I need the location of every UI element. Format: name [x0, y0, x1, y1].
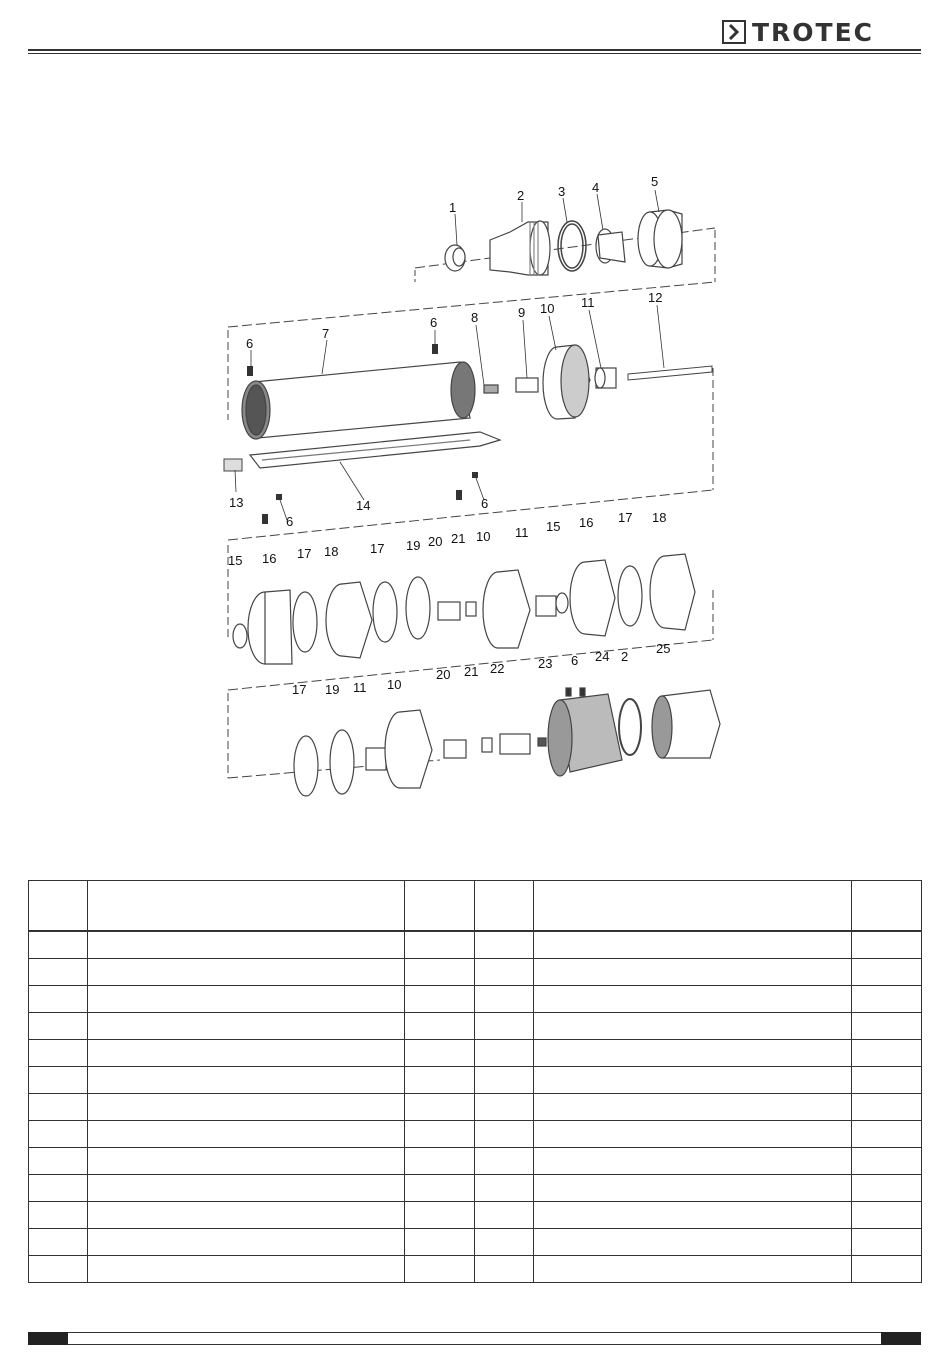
table-cell — [405, 986, 475, 1013]
callout-19: 19 — [325, 682, 340, 697]
table-row — [29, 986, 922, 1013]
table-cell — [29, 1202, 88, 1229]
table-cell — [88, 1202, 405, 1229]
callout-16: 16 — [579, 515, 594, 530]
part-sleeve — [438, 602, 460, 620]
callout-18: 18 — [652, 510, 667, 525]
table-cell — [405, 959, 475, 986]
table-cell — [475, 1148, 534, 1175]
callout-12: 12 — [648, 290, 663, 305]
table-cell — [852, 1175, 922, 1202]
table-cell — [475, 986, 534, 1013]
callout-13: 13 — [229, 495, 244, 510]
callout-7: 7 — [322, 326, 330, 341]
table-cell — [475, 1121, 534, 1148]
part-bushing — [466, 602, 476, 616]
table-cell — [29, 1229, 88, 1256]
table-cell — [88, 1229, 405, 1256]
part-shaft — [628, 366, 712, 380]
callout-25: 25 — [656, 641, 671, 656]
part-sleeve — [444, 740, 466, 758]
part-motor-housing — [242, 362, 475, 439]
table-row — [29, 1067, 922, 1094]
callout-17: 17 — [618, 510, 633, 525]
footer-page-tab-left — [28, 1332, 68, 1345]
table-cell — [29, 1148, 88, 1175]
table-cell — [852, 1229, 922, 1256]
table-cell — [852, 959, 922, 986]
callout-21: 21 — [464, 664, 479, 679]
callout-14: 14 — [356, 498, 371, 513]
callout-6: 6 — [286, 514, 294, 529]
table-cell — [405, 1040, 475, 1067]
part-bearing — [536, 596, 556, 616]
table-cell — [475, 1013, 534, 1040]
table-cell — [475, 931, 534, 959]
part-clip — [224, 459, 242, 471]
part-bearing — [595, 368, 616, 388]
callout-4: 4 — [592, 180, 600, 195]
callout-20: 20 — [436, 667, 451, 682]
part-washer — [233, 624, 247, 648]
table-cell — [534, 1067, 852, 1094]
part-pin — [538, 738, 546, 746]
table-cell — [475, 1202, 534, 1229]
callout-23: 23 — [538, 656, 553, 671]
callout-15: 15 — [228, 553, 243, 568]
table-cell — [475, 1094, 534, 1121]
part-spacer-disc — [330, 730, 354, 794]
callout-21: 21 — [451, 531, 466, 546]
col-header-name — [534, 881, 852, 932]
part-bearing — [366, 748, 386, 770]
table-cell — [534, 1175, 852, 1202]
table-cell — [88, 931, 405, 959]
table-row — [29, 1175, 922, 1202]
part-shaft-coupling — [484, 378, 538, 393]
callout-24: 24 — [595, 649, 610, 664]
callout-10: 10 — [540, 301, 555, 316]
part-spacer-disc — [406, 577, 430, 639]
table-cell — [29, 986, 88, 1013]
col-header-name — [88, 881, 405, 932]
table-cell — [852, 1256, 922, 1283]
table-cell — [475, 1175, 534, 1202]
footer-bar — [28, 1332, 921, 1345]
part-impeller — [618, 566, 642, 626]
part-coupling — [500, 734, 530, 754]
table-cell — [29, 1094, 88, 1121]
callout-17: 17 — [370, 541, 385, 556]
table-cell — [88, 1013, 405, 1040]
table-cell — [534, 959, 852, 986]
table-cell — [475, 959, 534, 986]
table-cell — [475, 1229, 534, 1256]
table-cell — [534, 1148, 852, 1175]
part-cable-guard — [250, 432, 500, 468]
table-cell — [405, 1256, 475, 1283]
table-cell — [534, 1256, 852, 1283]
callout-9: 9 — [518, 305, 526, 320]
table-cell — [405, 1013, 475, 1040]
callout-16: 16 — [262, 551, 277, 566]
table-cell — [29, 959, 88, 986]
table-row — [29, 1094, 922, 1121]
part-bushing — [482, 738, 492, 752]
callout-17: 17 — [297, 546, 312, 561]
table-cell — [405, 1202, 475, 1229]
callout-18: 18 — [324, 544, 339, 559]
table-cell — [29, 1121, 88, 1148]
table-cell — [534, 1202, 852, 1229]
table-cell — [534, 1094, 852, 1121]
table-cell — [88, 1121, 405, 1148]
brand-name: TROTEC — [752, 18, 875, 47]
callout-17: 17 — [292, 682, 307, 697]
callout-22: 22 — [490, 661, 505, 676]
part-impeller-housing — [543, 345, 590, 419]
table-row — [29, 1013, 922, 1040]
table-cell — [534, 1229, 852, 1256]
callout-15: 15 — [546, 519, 561, 534]
table-row — [29, 1229, 922, 1256]
callout-20: 20 — [428, 534, 443, 549]
callout-10: 10 — [476, 529, 491, 544]
callout-11: 11 — [515, 525, 529, 540]
parts-list-table — [28, 880, 922, 1283]
table-cell — [405, 1148, 475, 1175]
col-header-no — [475, 881, 534, 932]
table-cell — [852, 1013, 922, 1040]
table-cell — [405, 1229, 475, 1256]
table-cell — [475, 1067, 534, 1094]
table-row — [29, 959, 922, 986]
callout-3: 3 — [558, 184, 566, 199]
part-strainer — [548, 694, 622, 776]
callout-6: 6 — [481, 496, 489, 511]
callout-6: 6 — [430, 315, 438, 330]
part-impeller — [373, 582, 397, 642]
table-cell — [29, 1013, 88, 1040]
table-cell — [534, 931, 852, 959]
table-row — [29, 1040, 922, 1067]
callout-2: 2 — [517, 188, 525, 203]
table-row — [29, 1202, 922, 1229]
callout-19: 19 — [406, 538, 421, 553]
col-header-qty — [852, 881, 922, 932]
table-cell — [405, 1067, 475, 1094]
table-cell — [88, 1175, 405, 1202]
table-cell — [405, 1094, 475, 1121]
part-top-cap — [638, 210, 682, 268]
table-cell — [29, 1040, 88, 1067]
table-cell — [88, 1067, 405, 1094]
table-cell — [852, 1202, 922, 1229]
table-row — [29, 1256, 922, 1283]
table-cell — [852, 1094, 922, 1121]
table-cell — [29, 1175, 88, 1202]
footer-page-tab-right — [881, 1332, 921, 1345]
part-cap-ring — [445, 245, 465, 271]
callout-2: 2 — [621, 649, 629, 664]
table-cell — [852, 986, 922, 1013]
table-header-row — [29, 881, 922, 932]
table-cell — [88, 1040, 405, 1067]
callout-10: 10 — [387, 677, 402, 692]
table-cell — [405, 1121, 475, 1148]
callout-5: 5 — [651, 174, 659, 189]
table-cell — [475, 1256, 534, 1283]
table-cell — [852, 1040, 922, 1067]
callout-11: 11 — [581, 295, 595, 310]
col-header-qty — [405, 881, 475, 932]
table-cell — [88, 959, 405, 986]
part-outlet-housing — [490, 221, 550, 275]
callout-11: 11 — [353, 680, 367, 695]
table-cell — [405, 1175, 475, 1202]
table-cell — [88, 986, 405, 1013]
table-row — [29, 1148, 922, 1175]
table-row — [29, 1121, 922, 1148]
part-check-valve — [596, 229, 625, 263]
table-row — [29, 931, 922, 959]
part-impeller — [294, 736, 318, 796]
table-cell — [29, 931, 88, 959]
table-cell — [88, 1256, 405, 1283]
table-cell — [852, 1067, 922, 1094]
table-cell — [534, 1121, 852, 1148]
part-inlet-housing — [652, 690, 720, 758]
table-cell — [852, 1121, 922, 1148]
col-header-no — [29, 881, 88, 932]
part-impeller — [293, 592, 317, 652]
table-cell — [534, 1040, 852, 1067]
callout-6: 6 — [571, 653, 579, 668]
callout-1: 1 — [449, 200, 457, 215]
table-cell — [88, 1148, 405, 1175]
part-o-ring — [619, 699, 641, 755]
table-cell — [88, 1094, 405, 1121]
table-cell — [405, 931, 475, 959]
part-washer — [556, 593, 568, 613]
callout-8: 8 — [471, 310, 479, 325]
table-cell — [475, 1040, 534, 1067]
table-cell — [852, 931, 922, 959]
table-cell — [534, 1013, 852, 1040]
table-cell — [29, 1256, 88, 1283]
table-cell — [534, 986, 852, 1013]
table-cell — [852, 1148, 922, 1175]
callout-6: 6 — [246, 336, 254, 351]
table-cell — [29, 1067, 88, 1094]
